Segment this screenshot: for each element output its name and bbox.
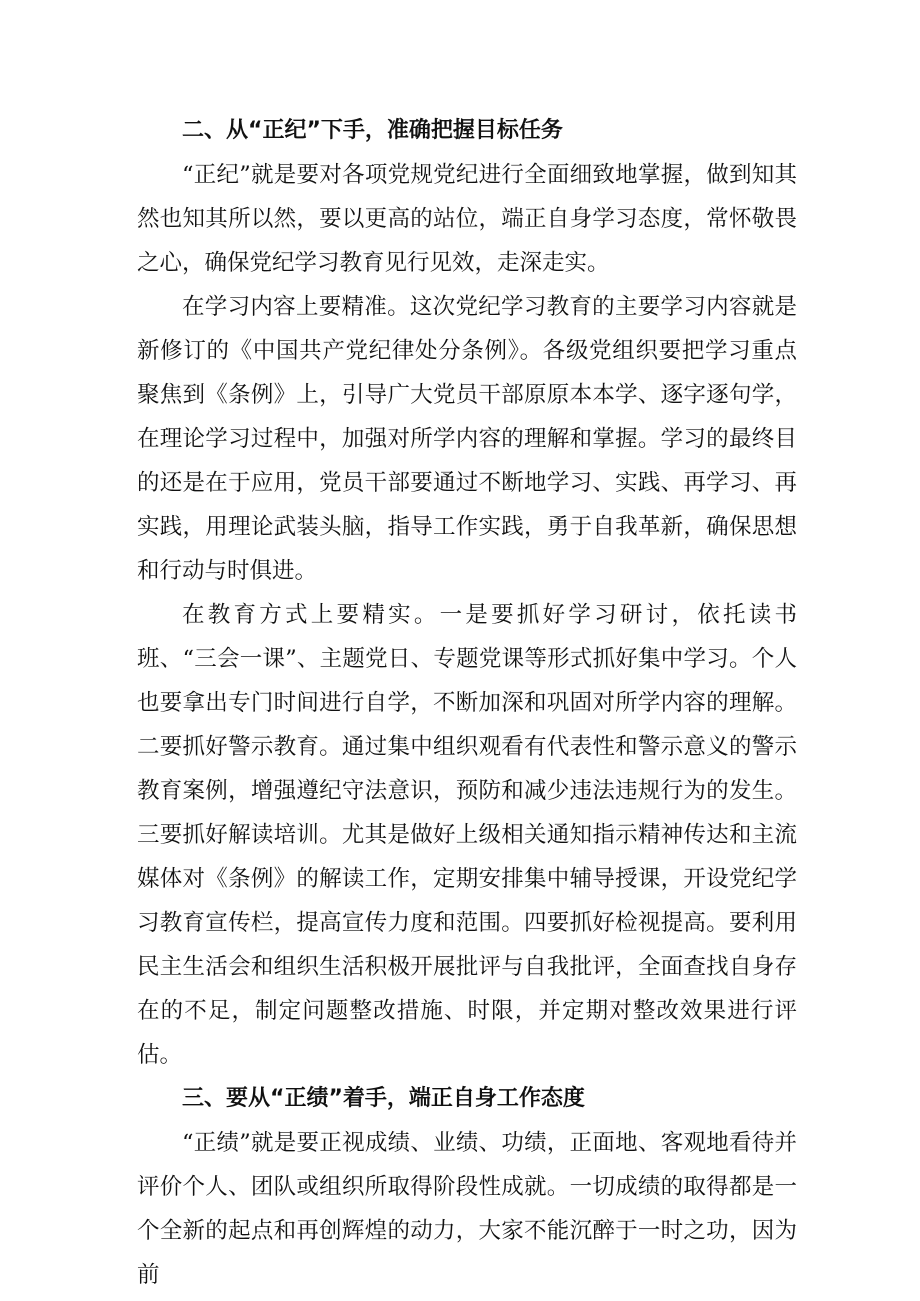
section-heading-2: 二、从“正纪”下手，准确把握目标任务 [182,118,563,143]
paragraph-zhengji-achievement: “正绩”就是要正视成绩、业绩、功绩，正面地、客观地看待并评价个人、团队或组织所取得阶段性成就。一切成绩的取得都是一个全新的起点和再创辉煌的动力，大家不能沉醉于一时之功，因为前 [137,1130,797,1288]
paragraph-education-method: 在教育方式上要精实。一是要抓好学习研讨，依托读书班、“三会一课”、主题党日、专题党课等形式抓好集中学习。个人也要拿出专门时间进行自学，不断加深和巩固对所学内容的理解。二要抓好警示教育。通过集中组织观看有代表性和警示意义的警示教育案例，增强遵纪守法意识，预防和减少违法违规行为的发生。三要抓好解读培训。尤其是做好上级相关通知指示精神传达和主流媒体对《条例》的解读工作，定期安排集中辅导授课，开设党纪学习教育宣传栏，提高宣传力度和范围。四要抓好检视提高。要利用民主生活会和组织生活积极开展批评与自我批评，全面查找自身存在的不足，制定问题整改措施、时限，并定期对整改效果进行评估。 [137,602,797,1068]
paragraph-zhengji-definition: “正纪”就是要对各项党规党纪进行全面细致地掌握，做到知其然也知其所以然，要以更高的站位，端正自身学习态度，常怀敬畏之心，确保党纪学习教育见行见效，走深走实。 [137,162,797,276]
document-body [137,109,797,1297]
section-heading-3: 三、要从“正绩”着手，端正自身工作态度 [182,1086,585,1111]
paragraph-study-content: 在学习内容上要精准。这次党纪学习教育的主要学习内容就是新修订的《中国共产党纪律处分条例》。各级党组织要把学习重点聚焦到《条例》上，引导广大党员干部原原本本学、逐字逐句学，在理论学习过程中，加强对所学内容的理解和掌握。学习的最终目的还是在于应用，党员干部要通过不断地学习、实践、再学习、再实践，用理论武装头脑，指导工作实践，勇于自我革新，确保思想和行动与时俱进。 [137,294,797,584]
